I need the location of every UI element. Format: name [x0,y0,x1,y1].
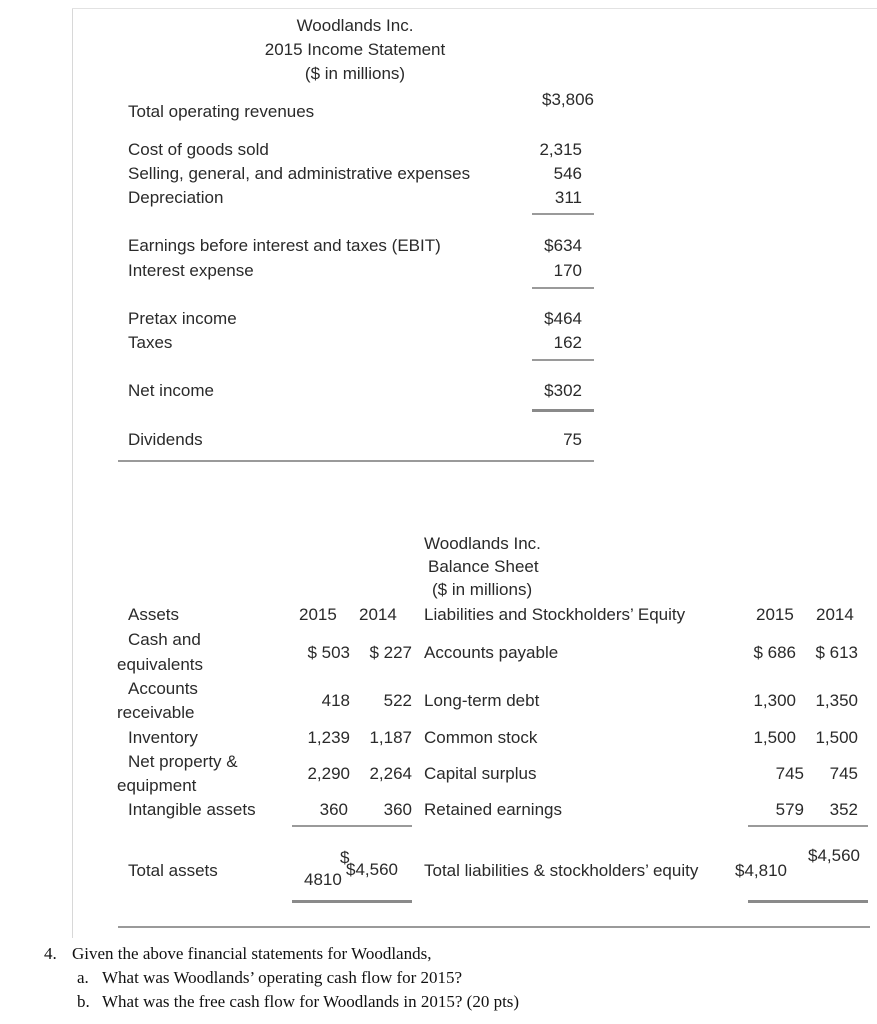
bs-liab-header: Liabilities and Stockholders’ Equity [424,605,686,624]
bs-total-assets-2014: $4,560 [346,860,398,879]
bs-asset-ar-l2: receivable [117,703,195,722]
bs-total-assets-2015: 4810 [304,870,342,889]
bs-liab-ltd-2015: 1,300 [753,691,796,710]
bs-liab-retained: Retained earnings [424,800,562,819]
bs-asset-inventory: Inventory [128,728,198,747]
bs-total-assets-2015-symbol: $ [340,848,350,867]
is-rule-4 [532,409,594,412]
bs-year-2014-a: 2014 [359,605,397,624]
is-label-net-income: Net income [128,381,214,400]
bs-liab-common: Common stock [424,728,538,747]
bs-asset-cash-l1: Cash and [128,630,201,649]
is-label-cogs: Cost of goods sold [128,140,269,159]
bs-asset-inventory-2015: 1,239 [307,728,350,747]
is-value-sga: 546 [553,164,582,183]
is-value-pretax: $464 [544,309,582,328]
is-label-sga: Selling, general, and administrative expenses [128,164,471,183]
bs-liab-common-2014: 1,500 [815,728,858,747]
bs-liab-surplus: Capital surplus [424,764,537,783]
bs-rule-bottom [118,926,870,928]
bs-liab-surplus-2015: 745 [775,764,804,783]
bs-rule-assets-subtotal [292,825,412,827]
is-value-cogs: 2,315 [539,140,582,159]
bs-liab-retained-2014: 352 [829,800,858,819]
bs-asset-ppe-2015: 2,290 [307,764,350,783]
is-company: Woodlands Inc. [296,16,414,35]
bs-asset-ppe-2014: 2,264 [369,764,412,783]
is-value-taxes: 162 [553,333,582,352]
is-value-net-income: $302 [544,381,582,400]
bs-asset-ar-2014: 522 [383,691,412,710]
is-label-pretax: Pretax income [128,309,237,328]
bs-liab-ap: Accounts payable [424,643,559,662]
bs-title: Balance Sheet [428,557,539,576]
bs-total-liab-label: Total liabilities & stockholders’ equity [424,861,699,880]
is-value-depreciation: 311 [554,188,582,207]
bs-year-2015-l: 2015 [756,605,794,624]
bs-asset-inventory-2014: 1,187 [369,728,412,747]
bs-total-assets-label: Total assets [128,861,218,880]
bs-asset-ppe-l2: equipment [117,776,197,795]
is-rule-2 [532,287,594,289]
is-label-taxes: Taxes [128,333,173,352]
bs-asset-ppe-l1: Net property & [128,752,238,771]
bs-asset-cash-l2: equivalents [117,655,204,674]
bs-liab-ltd-2014: 1,350 [815,691,858,710]
bs-liab-ap-2014: $ 613 [815,643,858,662]
bs-asset-cash-2014: $ 227 [369,643,412,662]
is-label-depreciation: Depreciation [128,188,224,207]
bs-assets-header: Assets [128,605,180,624]
bs-total-liab-2014: $4,560 [808,846,860,865]
question-part-a-text: What was Woodlands’ operating cash flow for 2015? [102,968,463,987]
is-label-ebit: Earnings before interest and taxes (EBIT) [128,236,441,255]
bs-asset-ar-l1: Accounts [128,679,198,698]
bs-asset-intangible: Intangible assets [128,800,256,819]
bs-liab-surplus-2014: 745 [829,764,858,783]
bs-liab-ltd: Long-term debt [424,691,540,710]
bs-asset-intangible-2015: 360 [319,800,348,819]
bs-total-liab-2015: $4,810 [735,861,787,880]
bs-asset-cash-2015: $ 503 [307,643,350,662]
frame-top-line [72,8,877,9]
is-rule-3 [532,359,594,361]
is-label-interest: Interest expense [128,261,254,280]
is-rule-1 [532,213,594,215]
bs-asset-intangible-2014: 360 [383,800,412,819]
is-label-dividends: Dividends [128,430,203,449]
is-value-dividends: 75 [563,430,582,449]
bs-liab-common-2015: 1,500 [753,728,796,747]
bs-company: Woodlands Inc. [424,534,541,553]
is-rule-bottom [118,460,594,462]
question-part-a-letter: a. [77,968,89,987]
question-part-b-text: What was the free cash flow for Woodlands in 2015? (20 pts) [102,992,520,1011]
question-number: 4. [44,944,57,963]
bs-rule-assets-total [292,900,412,903]
frame-left-line [72,8,73,938]
is-value-ebit: $634 [544,236,582,255]
bs-asset-ar-2015: 418 [321,691,350,710]
is-value-revenues: $3,806 [542,90,594,109]
bs-liab-retained-2015: 579 [775,800,804,819]
bs-rule-liab-total [748,900,868,903]
question-part-b-letter: b. [77,992,90,1011]
bs-units: ($ in millions) [432,580,533,599]
bs-rule-liab-subtotal [748,825,868,827]
bs-year-2014-l: 2014 [816,605,854,624]
is-title: 2015 Income Statement [264,40,446,59]
question-text: Given the above financial statements for Woodlands, [72,944,432,963]
is-label-revenues: Total operating revenues [128,102,315,121]
bs-liab-ap-2015: $ 686 [753,643,796,662]
bs-year-2015-a: 2015 [299,605,337,624]
is-value-interest: 170 [553,261,582,280]
is-units: ($ in millions) [304,64,406,83]
